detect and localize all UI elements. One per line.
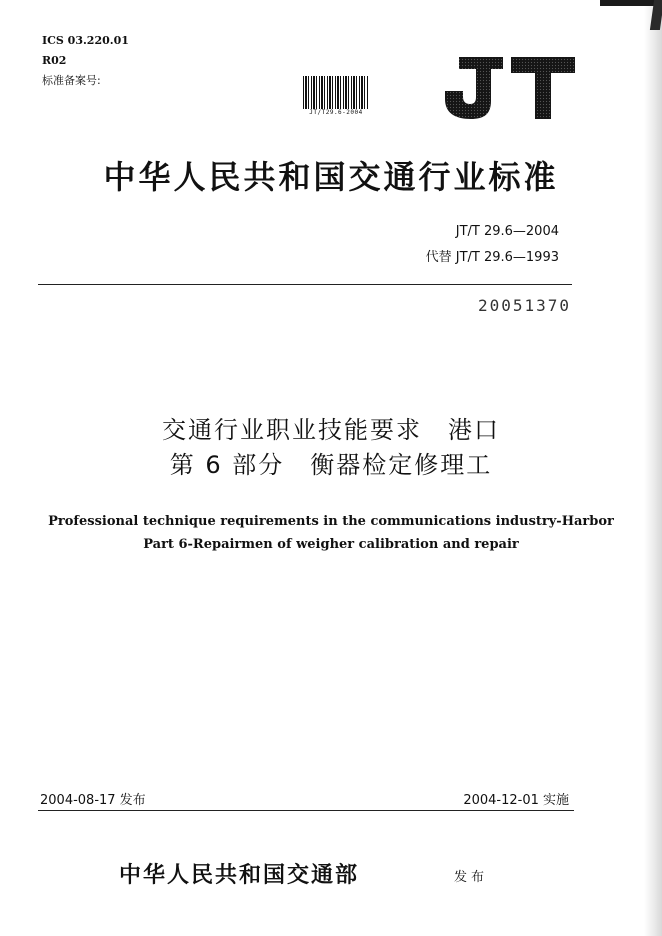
barcode-bars [303, 76, 369, 109]
replaced-standard-number: 代替 JT/T 29.6—1993 [425, 250, 559, 265]
standard-number: JT/T 29.6—2004 [455, 224, 559, 239]
english-title-line-2: Part 6-Repairmen of weigher calibration and repair [143, 537, 519, 552]
standard-category-title: 中华人民共和国交通行业标准 [103, 158, 559, 196]
barcode-text: JT/T29.6-2004 [309, 109, 363, 116]
publication-date: 2004-08-17 发布 [40, 793, 146, 808]
english-title-line-1: Professional technique requirements in the communications industry-Harbor [48, 514, 614, 529]
divider-top [38, 284, 572, 285]
chinese-title-line-2: 第 6 部分 衡器检定修理工 [169, 451, 493, 479]
chinese-title-line-1: 交通行业职业技能要求 港口 [162, 416, 500, 444]
barcode [303, 76, 369, 116]
jt-logo [443, 55, 577, 121]
classification-code: R02 [42, 54, 67, 67]
filing-stamp-number: 20051370 [477, 296, 571, 315]
issue-label: 发布 [454, 870, 489, 885]
divider-bottom [38, 810, 574, 811]
record-number-label: 标准备案号: [42, 74, 101, 87]
implementation-date: 2004-12-01 实施 [463, 793, 569, 808]
issuing-authority: 中华人民共和国交通部 [119, 863, 360, 888]
ics-code: ICS 03.220.01 [42, 34, 129, 47]
